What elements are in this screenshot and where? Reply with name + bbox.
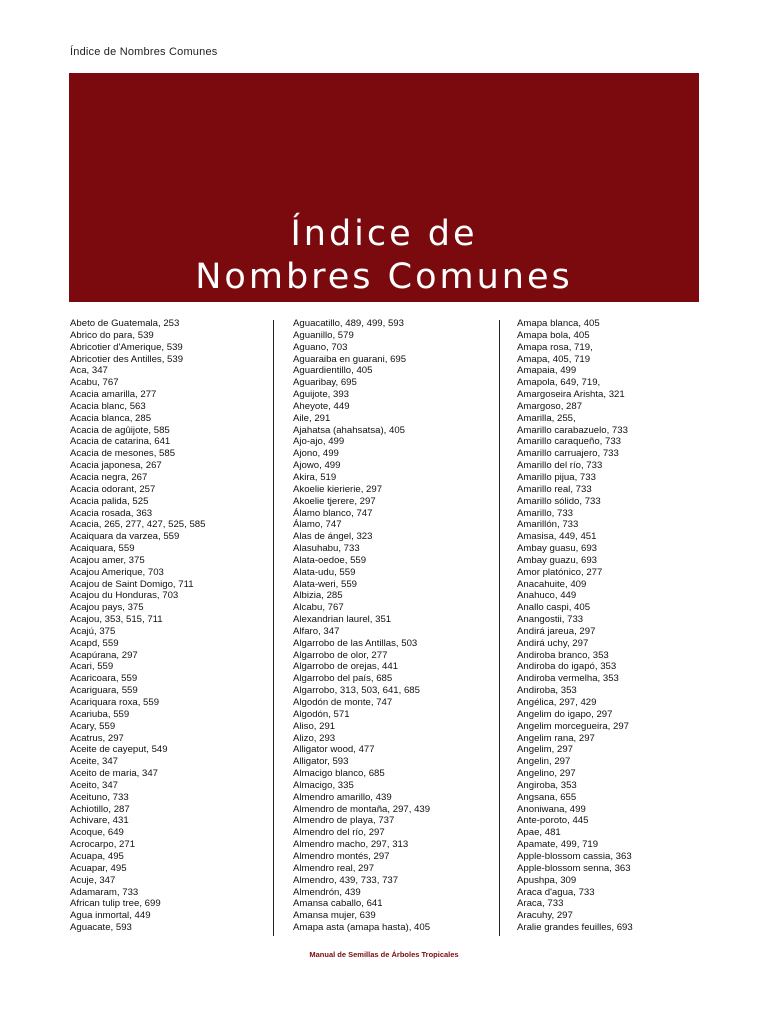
index-entry: Amarillo carruajero, 733 (517, 448, 619, 460)
index-entry: Almendro amarillo, 439 (293, 791, 392, 803)
index-entry: Akoelie kierierie, 297 (293, 483, 383, 495)
index-entry: Acoque, 649 (70, 827, 124, 839)
index-entry: Acacia blanc, 563 (70, 400, 146, 412)
index-entry: Amarilla, 255, (517, 412, 576, 424)
index-entry: Anangostii, 733 (517, 614, 584, 626)
column-divider (499, 320, 500, 936)
index-entry: Algarrobo de olor, 277 (293, 649, 388, 661)
index-entry: Ante-poroto, 445 (517, 815, 589, 827)
index-entry: Almendro del río, 297 (293, 827, 385, 839)
index-entry: Acatrus, 297 (70, 732, 124, 744)
index-entry: Aceito de maria, 347 (70, 768, 158, 780)
index-entry: Acacia odorant, 257 (70, 483, 156, 495)
index-column-3 (517, 318, 717, 934)
index-entry: Andirá jareua, 297 (517, 625, 596, 637)
page-title-line-2: Nombres Comunes (195, 257, 573, 297)
index-entry: Anacahuite, 409 (517, 578, 587, 590)
index-entry: Akoelie tjerere, 297 (293, 495, 376, 507)
index-entry: Alata-udu, 559 (293, 566, 356, 578)
index-entry: Amarillo caraqueño, 733 (517, 436, 621, 448)
index-entry: Andiroba vermelha, 353 (517, 673, 619, 685)
index-entry: Amarillo sólido, 733 (517, 495, 601, 507)
index-entry: Aguacate, 593 (70, 922, 132, 934)
index-entry: Acuapa, 495 (70, 850, 124, 862)
index-entry: Amargoso, 287 (517, 400, 583, 412)
index-entry: Angelim morcegueira, 297 (517, 720, 629, 732)
index-entry: Acajou du Honduras, 703 (70, 590, 179, 602)
index-entry: Álamo blanco, 747 (293, 507, 373, 519)
index-entry: Alasuhabu, 733 (293, 543, 360, 555)
index-entry: Aceite, 347 (70, 756, 119, 768)
index-entry: Aracuhy, 297 (517, 910, 573, 922)
index-columns (69, 318, 701, 938)
index-entry: Amarillón, 733 (517, 519, 579, 531)
index-entry: Ajowo, 499 (293, 460, 341, 472)
index-entry: Andirá uchy, 297 (517, 637, 589, 649)
index-entry: Amapa bola, 405 (517, 329, 590, 341)
index-entry: Apple-blossom senna, 363 (517, 862, 631, 874)
index-entry: Almendro real, 297 (293, 862, 375, 874)
index-entry: Achiotillo, 287 (70, 803, 130, 815)
index-entry: Acajou, 353, 515, 711 (70, 614, 163, 626)
index-entry: Acaricoara, 559 (70, 673, 138, 685)
index-entry: Andiroba branco, 353 (517, 649, 609, 661)
index-entry: Amarillo carabazuelo, 733 (517, 424, 628, 436)
index-entry: Amapa rosa, 719, (517, 341, 593, 353)
index-column-1 (70, 318, 270, 934)
index-entry: Acuje, 347 (70, 874, 116, 886)
index-entry: Amapola, 649, 719, (517, 377, 601, 389)
index-entry: Aguaribay, 695 (293, 377, 357, 389)
index-entry: Acuapar, 495 (70, 862, 127, 874)
index-entry: Abrico do para, 539 (70, 329, 154, 341)
index-entry: Acajou pays, 375 (70, 602, 144, 614)
index-entry: Amapa asta (amapa hasta), 405 (293, 922, 431, 934)
index-entry: Ajono, 499 (293, 448, 339, 460)
index-entry: Algarrobo, 313, 503, 641, 685 (293, 685, 420, 697)
index-entry: Amansa mujer, 639 (293, 910, 376, 922)
index-entry: Aguijote, 393 (293, 389, 350, 401)
index-entry: Aguaraiba en guarani, 695 (293, 353, 407, 365)
index-entry: Ajo-ajo, 499 (293, 436, 345, 448)
index-entry: Acapúrana, 297 (70, 649, 138, 661)
index-entry: Acacia, 265, 277, 427, 525, 585 (70, 519, 206, 531)
index-entry: Akira, 519 (293, 471, 337, 483)
index-entry: Alligator, 593 (293, 756, 349, 768)
index-entry: Amapa blanca, 405 (517, 318, 600, 329)
index-entry: Almendro de montaña, 297, 439 (293, 803, 431, 815)
index-entry: Andiroba, 353 (517, 685, 577, 697)
index-entry: Ajahatsa (ahahsatsa), 405 (293, 424, 406, 436)
index-entry: Angelin, 297 (517, 756, 571, 768)
index-entry: Anoniwana, 499 (517, 803, 586, 815)
title-banner (69, 73, 699, 302)
index-entry: Ambay guasu, 693 (517, 543, 598, 555)
index-entry: Acariguara, 559 (70, 685, 138, 697)
index-entry: Acari, 559 (70, 661, 114, 673)
index-entry: Almendro, 439, 733, 737 (293, 874, 399, 886)
index-entry: Aguardientillo, 405 (293, 365, 373, 377)
index-entry: Ambay guazu, 693 (517, 554, 598, 566)
index-entry: Alligator wood, 477 (293, 744, 375, 756)
index-entry: Almendro de playa, 737 (293, 815, 395, 827)
index-entry: Acacia de agûijote, 585 (70, 424, 170, 436)
index-entry: Algarrobo de orejas, 441 (293, 661, 399, 673)
index-entry: Angélica, 297, 429 (517, 697, 597, 708)
index-entry: Abeto de Guatemala, 253 (70, 318, 180, 329)
index-entry: Algodón de monte, 747 (293, 697, 393, 708)
index-entry: Amapaia, 499 (517, 365, 577, 377)
index-entry: Apushpa, 309 (517, 874, 577, 886)
index-entry: Albizia, 285 (293, 590, 343, 602)
index-entry: Algarrobo del país, 685 (293, 673, 393, 685)
index-entry: Araca, 733 (517, 898, 564, 910)
index-entry: Aile, 291 (293, 412, 331, 424)
index-entry: Andiroba do igapó, 353 (517, 661, 617, 673)
index-entry: Álamo, 747 (293, 519, 342, 531)
index-entry: Acariuba, 559 (70, 708, 130, 720)
index-entry: Acajou Amerique, 703 (70, 566, 164, 578)
index-entry: Anallo caspi, 405 (517, 602, 591, 614)
page-title (69, 213, 699, 299)
index-entry: Alas de ángel, 323 (293, 531, 373, 543)
index-entry: Alata-oedoe, 559 (293, 554, 367, 566)
index-entry: Alexandrian laurel, 351 (293, 614, 392, 626)
index-entry: Abricotier des Antilles, 539 (70, 353, 184, 365)
index-entry: Acacia blanca, 285 (70, 412, 152, 424)
index-entry: Araca d'agua, 733 (517, 886, 595, 898)
index-entry: Algarrobo de las Antillas, 503 (293, 637, 418, 649)
index-entry: Apple-blossom cassia, 363 (517, 850, 632, 862)
index-entry: Aguano, 703 (293, 341, 348, 353)
index-entry: Acrocarpo, 271 (70, 839, 136, 851)
index-entry: Acacia palida, 525 (70, 495, 149, 507)
index-entry: Acacia de mesones, 585 (70, 448, 176, 460)
index-entry: Almacigo blanco, 685 (293, 768, 385, 780)
index-entry: Alata-weri, 559 (293, 578, 357, 590)
index-entry: Amarillo pijua, 733 (517, 471, 596, 483)
index-entry: Acacia japonesa, 267 (70, 460, 162, 472)
index-entry: Aliso, 291 (293, 720, 336, 732)
index-entry: Aheyote, 449 (293, 400, 350, 412)
index-entry: Amasisa, 449, 451 (517, 531, 597, 543)
index-entry: Angsana, 655 (517, 791, 577, 803)
index-entry: Aceito, 347 (70, 779, 119, 791)
index-entry: Alcabu, 767 (293, 602, 344, 614)
index-entry: Aceituno, 733 (70, 791, 129, 803)
index-entry: Acaiquara, 559 (70, 543, 135, 555)
page-title-line-1: Índice de (290, 214, 478, 254)
index-entry: Alfaro, 347 (293, 625, 340, 637)
index-entry: Acary, 559 (70, 720, 116, 732)
index-entry: Aguanillo, 579 (293, 329, 354, 341)
running-header: Índice de Nombres Comunes (70, 46, 218, 58)
index-entry: Acacia rosada, 363 (70, 507, 153, 519)
index-entry: Anahuco, 449 (517, 590, 577, 602)
index-entry: Angiroba, 353 (517, 779, 577, 791)
index-entry: Acajú, 375 (70, 625, 116, 637)
index-entry: Angelim, 297 (517, 744, 573, 756)
index-entry: Aceite de cayeput, 549 (70, 744, 168, 756)
index-entry: Apamate, 499, 719 (517, 839, 599, 851)
index-entry: Amarillo, 733 (517, 507, 573, 519)
index-entry: Acabu, 767 (70, 377, 119, 389)
index-entry: Aca, 347 (70, 365, 108, 377)
index-entry: Aralie grandes feuilles, 693 (517, 922, 633, 934)
index-entry: Amarillo del río, 733 (517, 460, 603, 472)
index-entry: Amor platónico, 277 (517, 566, 603, 578)
index-entry: Almendro macho, 297, 313 (293, 839, 409, 851)
column-divider (273, 320, 274, 936)
index-entry: Amansa caballo, 641 (293, 898, 383, 910)
index-entry: Adamaram, 733 (70, 886, 139, 898)
index-entry: Acacia de catarina, 641 (70, 436, 171, 448)
index-entry: Acacia negra, 267 (70, 471, 148, 483)
index-entry: Angelino, 297 (517, 768, 576, 780)
index-entry: Apae, 481 (517, 827, 561, 839)
index-entry: Amargoseira Arishta, 321 (517, 389, 625, 401)
index-entry: Aguacatillo, 489, 499, 593 (293, 318, 404, 329)
index-entry: Alizo, 293 (293, 732, 336, 744)
index-entry: Acariquara roxa, 559 (70, 697, 160, 708)
footer-book-title: Manual de Semillas de Árboles Tropicales (309, 950, 459, 959)
index-entry: Achivare, 431 (70, 815, 129, 827)
index-entry: Acapd, 559 (70, 637, 119, 649)
index-entry: Acajou de Saint Domigo, 711 (70, 578, 194, 590)
index-column-2 (293, 318, 493, 934)
index-entry: Angelim rana, 297 (517, 732, 595, 744)
index-entry: Amapa, 405, 719 (517, 353, 591, 365)
index-entry: Algodón, 571 (293, 708, 350, 720)
index-entry: Almendrón, 439 (293, 886, 361, 898)
index-entry: Abricotier d'Amerique, 539 (70, 341, 183, 353)
index-entry: Acaiquara da varzea, 559 (70, 531, 180, 543)
index-entry: Agua inmortal, 449 (70, 910, 151, 922)
index-entry: Acajou amer, 375 (70, 554, 145, 566)
index-entry: Acacia amarilla, 277 (70, 389, 157, 401)
index-entry: Almacigo, 335 (293, 779, 354, 791)
index-entry: Angelim do igapo, 297 (517, 708, 613, 720)
index-entry: Amarillo real, 733 (517, 483, 592, 495)
index-entry: African tulip tree, 699 (70, 898, 161, 910)
index-entry: Almendro montés, 297 (293, 850, 390, 862)
